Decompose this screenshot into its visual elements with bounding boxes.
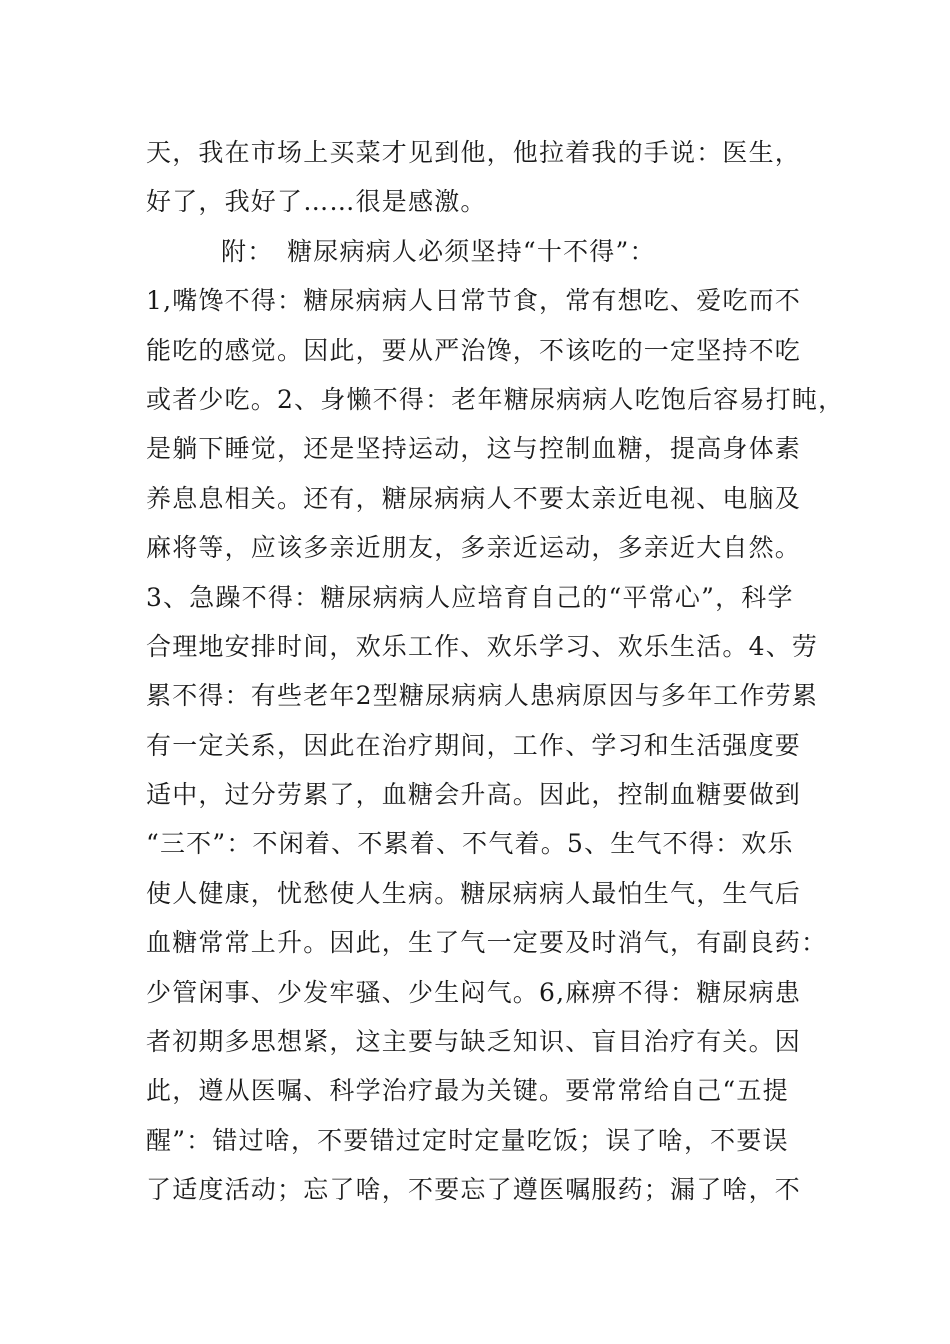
text-line: “三不”：不闲着、不累着、不气着。5、生气不得：欢乐: [146, 829, 794, 859]
body-text: [146, 128, 845, 1215]
text-line: 适中，过分劳累了，血糖会升高。因此，控制血糖要做到: [146, 780, 802, 810]
text-line: 者初期多思想紧，这主要与缺乏知识、盲目治疗有关。因: [146, 1027, 802, 1057]
text-line: 少管闲事、少发牢骚、少生闷气。6,麻痹不得：糖尿病患: [146, 977, 802, 1007]
text-line: 养息息相关。还有，糖尿病病人不要太亲近电视、电脑及: [146, 483, 802, 513]
text-line: 好了，我好了……很是感激。: [146, 187, 487, 217]
text-line: 了适度活动；忘了啥，不要忘了遵医嘱服药；漏了啥，不: [146, 1175, 802, 1205]
text-line: 使人健康，忧愁使人生病。糖尿病病人最怕生气，生气后: [146, 878, 802, 908]
text-line: 累不得：有些老年2型糖尿病病人患病原因与多年工作劳累: [146, 681, 819, 711]
text-line: 醒”：错过啥，不要错过定时定量吃饭；误了啥，不要误: [146, 1125, 789, 1155]
text-line: 合理地安排时间，欢乐工作、欢乐学习、欢乐生活。4、劳: [146, 631, 819, 661]
text-line: 天，我在市场上买菜才见到他，他拉着我的手说：医生，: [146, 138, 802, 167]
text-line: 是躺下睡觉，还是坚持运动，这与控制血糖，提高身体素: [146, 434, 802, 464]
text-line: 麻将等，应该多亲近朋友，多亲近运动，多亲近大自然。: [146, 533, 802, 563]
text-line: 血糖常常上升。因此，生了气一定要及时消气，有副良药：: [146, 928, 828, 958]
text-line: 能吃的感觉。因此，要从严治馋，不该吃的一定坚持不吃: [146, 335, 802, 365]
text-line: 或者少吃。2、身懒不得：老年糖尿病病人吃饱后容易打盹，: [146, 384, 845, 414]
text-line: 1,嘴馋不得：糖尿病病人日常节食，常有想吃、爱吃而不: [146, 286, 802, 316]
text-line: 此，遵从医嘱、科学治疗最为关键。要常常给自己“五提: [146, 1076, 789, 1106]
appendix-heading: 附： 糖尿病病人必须坚持“十不得”：: [221, 236, 656, 266]
text-line: 有一定关系，因此在治疗期间，工作、学习和生活强度要: [146, 730, 802, 760]
text-line: 3、急躁不得：糖尿病病人应培育自己的“平常心”，科学: [146, 582, 794, 612]
